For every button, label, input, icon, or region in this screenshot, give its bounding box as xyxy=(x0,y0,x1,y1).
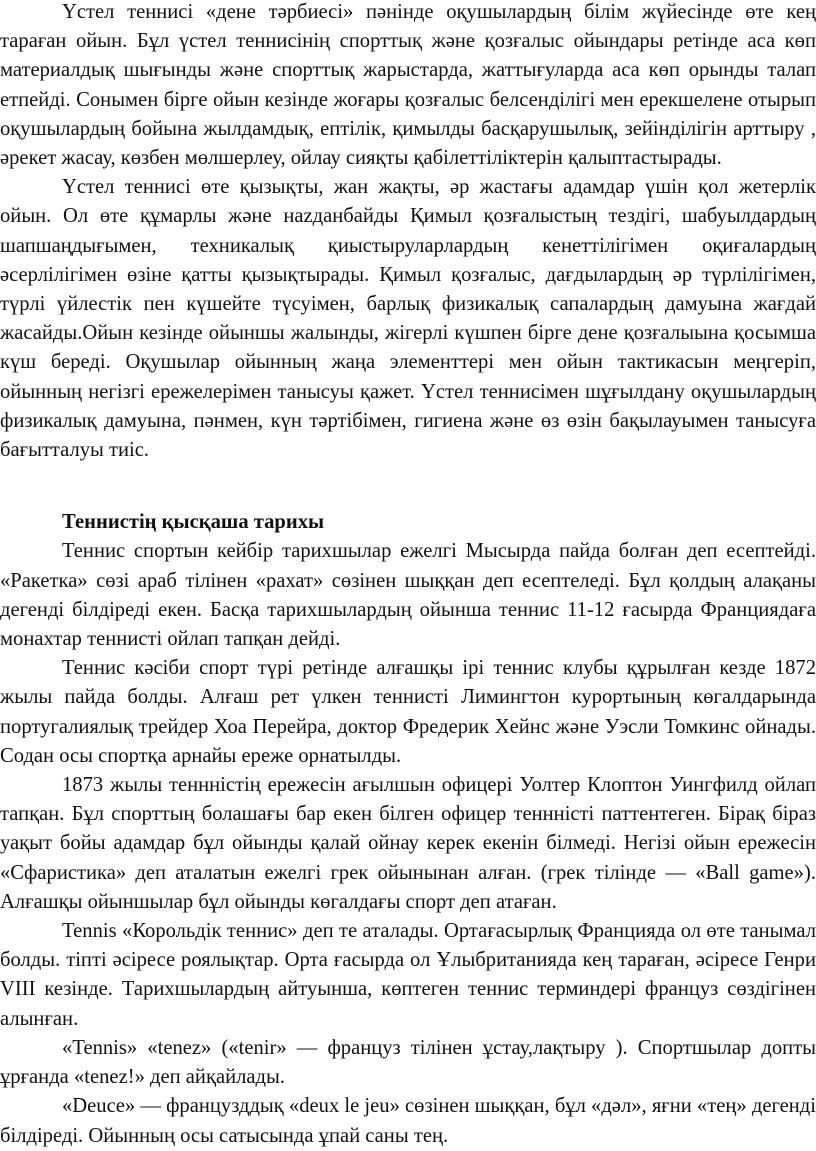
history-paragraph-5: «Tennis» «tenez» («tenir» — француз тілінен ұстау,лақтыру ). Спортшылар допты ұрғанда «tenez!» деп айқайлады. xyxy=(0,1036,816,1089)
intro-paragraph-2: Үстел теннисі өте қызықты, жан жақты, әр жастағы адамдар үшін қол жетерлік ойын. Ол өте құмарлы және нazданбайды Қимыл қозғалыстың тездігі, шабуылдардың шапшаңдығымен, техникалық қиыстыруларлардың кенеттілігімен оқиғалардың әсерлілігімен өзіне қатты қызықтырады. Қимыл қозғалыс, дағдылардың әр түрлілігімен, түрлі үйлестік пен күшейте түсуімен, барлық физикалық сапалардың дамуына жағдай жасайды.Ойын кезінде ойыншы жалынды, жігерлі күшпен бірге дене қозғалыына қосымша күш береді. Оқушылар ойынның жаңа элементтері мен ойын тактикасын меңгеріп, ойынның негізгі ережелерімен танысуы қажет. Үстел теннисімен шұғылдану оқушылардың физикалық дамуына, пәнмен, күн тәртібімен, гигиена және өз өзін бақылауымен танысуға бағытталуы тиіс. xyxy=(0,176,816,462)
history-paragraph-4: Tennis «Корольдік теннис» деп те аталады. Ортағасырлық Францияда ол өте танымал болды. тіпті әсіресе роялықтар. Орта ғасырда ол Ұлыбританияда кең тараған, әсіресе Генри VIII кезінде. Тарихшылардың айтуынша, көптеген теннис терминдері француз сөздігінен алынған. xyxy=(0,920,816,1030)
history-paragraph-1: Теннис спортын кейбір тарихшылар ежелгі Мысырда пайда болған деп есептейді. «Ракетка» сөзі араб тілінен «рахат» сөзінен шыққан деп есептеледі. Бұл қолдың алақаны дегенді білдіреді екен. Басқа тарихшылардың ойынша теннис 11-12 ғасырда Франциядаға монахтар теннисті ойлап тапқан дейді. xyxy=(0,540,816,651)
history-paragraph-2: Теннис кәсіби спорт түрі ретінде алғашқы ірі теннис клубы құрылған кезде 1872 жылы пайда болды. Алғаш рет үлкен теннисті Лимингтон курортының көгалдарында португалиялық трейдер Хоа Перейра, доктор Фредерик Хейнс және Уэсли Томкинс ойнады. Содан осы спортқа арнайы ереже орнатылды. xyxy=(0,657,816,767)
section-heading: Теннистің қысқаша тарихы xyxy=(62,511,325,534)
history-paragraph-3: 1873 жылы теннністің ережесін ағылшын офицері Уолтер Клоптон Уингфилд ойлап тапқан. Бұл спорттың болашағы бар екен білген офицер теннністі паттентеген. Бірақ біраз уақыт бойы адамдар бұл ойынды қалай ойнау керек екенін білмеді. Негізі ойын ережесін «Сфаристика» деп аталатын ежелгі грек ойынынан алған. (грек тілінде — «Ball game»). Алғашқы ойыншылар бұл ойынды көгалдағы спорт деп атаған. xyxy=(0,774,816,913)
history-paragraph-6: «Deuce» — французддық «deux le jeu» сөзінен шыққан, бұл «дәл», яғни «тең» дегенді білдіреді. Ойынның осы сатысында ұпай саны тең. xyxy=(0,1095,816,1147)
intro-paragraph-1: Үстел теннисі «дене тәрбиесі» пәнінде оқушылардың білім жүйесінде өте кең тараған ойын. Бұл үстел теннисінің спорттық және қозғалыс ойындары ретінде аса көп материалдық шығынды және спорттық жарыстарда, жаттығуларда аса көп орынды талап етпейді. Сонымен бірге ойын кезінде жоғары қозғалыс белсенділігі мен ерекшелене отырып оқушылардың бойына жылдамдық, ептілік, қимылды басқарушылық, зейінділігін арттыру , әрекет жасау, көзбен мөлшерлеу, ойлау сияқты қабілеттіліктерін қалыптастырады. xyxy=(0,1,816,170)
